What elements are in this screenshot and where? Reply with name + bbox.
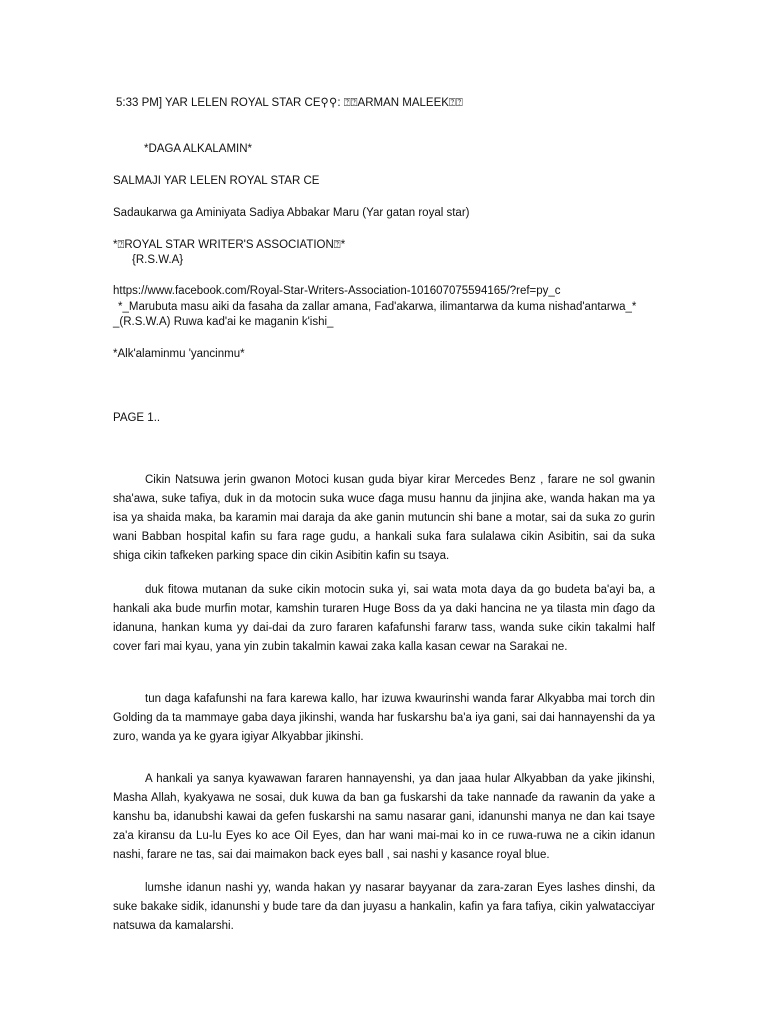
chat-header-line: 5:33 PM] YAR LELEN ROYAL STAR CE⚲⚲: ⍰⍰ARMAN MALEEK⍰⍰	[116, 97, 463, 109]
paragraph-4: A hankali ya sanya kyawawan fararen hannayenshi, ya dan jaaa hular Alkyabban da yake jikinshi, Masha Allah, kyakyawa ne sosai, duk kuwa da ban ga fuskarshi da take nannaɗe da rawanin da yake a kanshu ba, idanubshi kawai da gefen fuskarshi na samu nasarar gani, idanunshi manya ne dan kai tsaye za'a kiransu da Lu-lu Eyes ko ace Oil Eyes, dan har wani mai-mai ko in ce ruwa-ruwa ne a cikin idanun nashi, farare ne tas, sai dai maimakon back eyes ball , sai nashi y kasance royal blue.	[113, 773, 655, 861]
page-label: PAGE 1..	[113, 412, 161, 424]
association-name: *⍰ROYAL STAR WRITER'S ASSOCIATION⍰*	[113, 239, 346, 251]
association-closing: *Alk'alaminmu 'yancinmu*	[113, 348, 245, 360]
association-tagline: _(R.S.W.A) Ruwa kad'ai ke maganin k'ishi_	[113, 316, 334, 328]
heading-daga-alkalamin: *DAGA ALKALAMIN*	[144, 143, 253, 155]
dedication-line: Sadaukarwa ga Aminiyata Sadiya Abbakar Maru (Yar gatan royal star)	[113, 207, 470, 219]
book-title: SALMAJI YAR LELEN ROYAL STAR CE	[113, 175, 320, 187]
paragraph-3: tun daga kafafunshi na fara karewa kallo, har izuwa kwaurinshi wanda farar Alkyabba mai torch din Golding da ta mammaye gaba daya jikinshi, wanda har fuskarshu ba'a iya gani, sai dai hannayenshi da ya zuro, wanda ya ke gyara igiyar Alkyabbar jikinshi.	[113, 693, 655, 743]
paragraph-2: duk fitowa mutanan da suke cikin motocin suka yi, sai wata mota daya da go budeta ba'ayi ba, a hankali aka bude murfin motar, kamshin turaren Huge Boss da ya daki hancina ne ya tilasta min ɗago da idanuna, hankan kuma yy dai-dai da zuro fararen kafafunshi fararw tass, wanda suke cikin takalmi half cover fari mai kyau, yana yin zubin takalmin kawai zaka kalla kasan cewar na Sarakai ne.	[113, 584, 655, 653]
paragraph-1: Cikin Natsuwa jerin gwanon Motoci kusan guda biyar kirar Mercedes Benz , farare ne sol gwanin sha'awa, suke tafiya, duk in da motocin suka wuce ɗaga musu hannu da jinjina ake, wanda hakan ma ya isa ya shaida maka, ba karamin mai daraja da ake ganin mutuncin shi bane a motar, sai da suka zo gurin wani Babban hospital kafin su fara rage gudu, a hankali suka fara sulalawa cikin Asibitin, sai da suka shiga cikin tafkeken parking space din cikin Asibitin kafin su tsaya.	[113, 474, 655, 562]
paragraph-5: lumshe idanun nashi yy, wanda hakan yy nasarar bayyanar da zara-zaran Eyes lashes dinshi, da suke bakake sidik, idanunshi y bude tare da dan juyasu a hankalin, kafin ya fara tafiya, cikin yalwatacciyar natsuwa da kamalarshi.	[113, 882, 655, 932]
facebook-link[interactable]: https://www.facebook.com/Royal-Star-Writers-Association-101607075594165/?ref=py_c	[113, 285, 561, 297]
association-abbr: {R.S.W.A}	[132, 254, 184, 266]
association-motto: *_Marubuta masu aiki da fasaha da zallar amana, Fad'akarwa, ilimantarwa da kuma nishad'antarwa_*	[118, 301, 637, 313]
